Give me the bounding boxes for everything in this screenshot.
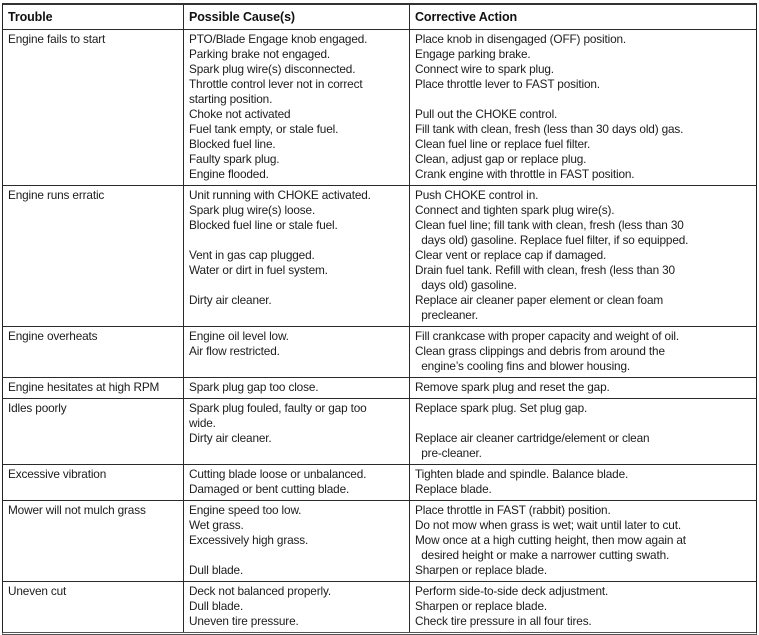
- actions-cell: [410, 378, 756, 398]
- actions-cell: [410, 186, 756, 326]
- actions-cell: [410, 582, 756, 632]
- cause-line: starting position.: [189, 92, 273, 106]
- cause-line: Dirty air cleaner.: [189, 431, 272, 445]
- table-row: [3, 464, 756, 500]
- trouble-label: Excessive vibration: [8, 467, 107, 481]
- table-row: [3, 377, 756, 398]
- action-line: Check tire pressure in all four tires.: [415, 614, 592, 628]
- column-header-trouble: Trouble: [3, 5, 184, 29]
- causes-cell: [184, 30, 410, 185]
- trouble-cell: [3, 501, 184, 581]
- cause-line: Unit running with CHOKE activated.: [189, 188, 371, 202]
- trouble-label: Engine runs erratic: [8, 188, 105, 202]
- trouble-label: Uneven cut: [8, 584, 67, 598]
- causes-cell: [184, 399, 410, 464]
- trouble-cell: [3, 30, 184, 185]
- actions-cell: [410, 327, 756, 377]
- cause-line: Parking brake not engaged.: [189, 47, 331, 61]
- cause-line: Choke not activated: [189, 107, 291, 121]
- table-row: [3, 326, 756, 377]
- cause-line: Damaged or bent cutting blade.: [189, 482, 350, 496]
- action-line: Fill crankcase with proper capacity and weight of oil.: [415, 329, 680, 343]
- cause-line: Dull blade.: [189, 599, 244, 613]
- trouble-label: Idles poorly: [8, 401, 67, 415]
- cause-line: Spark plug gap too close.: [189, 380, 319, 394]
- table-header-row: [3, 5, 756, 29]
- action-line: pre-cleaner.: [415, 446, 482, 460]
- cause-line: Water or dirt in fuel system.: [189, 263, 328, 277]
- action-line: Sharpen or replace blade.: [415, 563, 548, 577]
- action-line: Perform side-to-side deck adjustment.: [415, 584, 609, 598]
- cause-line: Air flow restricted.: [189, 344, 280, 358]
- action-line: Replace spark plug. Set plug gap.: [415, 401, 588, 415]
- action-line: Push CHOKE control in.: [415, 188, 539, 202]
- action-line: Clean fuel line or replace fuel filter.: [415, 137, 591, 151]
- action-line: Fill tank with clean, fresh (less than 30 days old) gas.: [415, 122, 684, 136]
- cause-line: Dull blade.: [189, 563, 244, 577]
- action-line: [415, 416, 753, 431]
- cause-line: Fuel tank empty, or stale fuel.: [189, 122, 339, 136]
- action-line: days old) gasoline.: [415, 278, 517, 292]
- table-body: [3, 29, 756, 632]
- action-line: desired height or make a narrower cutting swath.: [415, 548, 670, 562]
- action-line: Pull out the CHOKE control.: [415, 107, 558, 121]
- action-line: Crank engine with throttle in FAST position.: [415, 167, 635, 181]
- cause-line: Blocked fuel line or stale fuel.: [189, 218, 338, 232]
- action-line: Connect wire to spark plug.: [415, 62, 554, 76]
- column-header-possible-causes: Possible Cause(s): [184, 5, 410, 29]
- action-line: Engage parking brake.: [415, 47, 531, 61]
- cause-line: [189, 278, 406, 293]
- trouble-cell: [3, 582, 184, 632]
- trouble-label: Engine fails to start: [8, 32, 106, 46]
- cause-line: Blocked fuel line.: [189, 137, 276, 151]
- action-line: Place throttle in FAST (rabbit) position.: [415, 503, 611, 517]
- cause-line: Vent in gas cap plugged.: [189, 248, 315, 262]
- troubleshooting-table: [2, 3, 757, 635]
- cause-line: Faulty spark plug.: [189, 152, 280, 166]
- action-line: Clean fuel line; fill tank with clean, fresh (less than 30: [415, 218, 684, 232]
- action-line: Replace air cleaner paper element or clean foam: [415, 293, 664, 307]
- cause-line: Uneven tire pressure.: [189, 614, 299, 628]
- cause-line: Cutting blade loose or unbalanced.: [189, 467, 367, 481]
- cause-line: Engine oil level low.: [189, 329, 289, 343]
- cause-line: [189, 233, 406, 248]
- trouble-cell: [3, 327, 184, 377]
- action-line: Do not mow when grass is wet; wait until later to cut.: [415, 518, 681, 532]
- column-header-corrective-action: Corrective Action: [415, 10, 518, 24]
- cause-line: PTO/Blade Engage knob engaged.: [189, 32, 368, 46]
- cause-line: [189, 359, 406, 374]
- cause-line: Spark plug fouled, faulty or gap too: [189, 401, 367, 415]
- action-line: Replace blade.: [415, 482, 492, 496]
- action-line: Connect and tighten spark plug wire(s).: [415, 203, 615, 217]
- action-line: Clean, adjust gap or replace plug.: [415, 152, 587, 166]
- trouble-label: Engine overheats: [8, 329, 98, 343]
- trouble-cell: [3, 186, 184, 326]
- cause-line: Deck not balanced properly.: [189, 584, 331, 598]
- trouble-label: Mower will not mulch grass: [8, 503, 146, 517]
- cause-line: Spark plug wire(s) loose.: [189, 203, 316, 217]
- actions-cell: [410, 465, 756, 500]
- causes-cell: [184, 327, 410, 377]
- action-line: Tighten blade and spindle. Balance blade.: [415, 467, 629, 481]
- trouble-cell: [3, 399, 184, 464]
- table-row: [3, 500, 756, 581]
- cause-line: [189, 446, 406, 461]
- action-line: [415, 92, 753, 107]
- cause-line: Throttle control lever not in correct: [189, 77, 363, 91]
- cause-line: Excessively high grass.: [189, 533, 309, 547]
- action-line: Clear vent or replace cap if damaged.: [415, 248, 607, 262]
- action-line: Replace air cleaner cartridge/element or clean: [415, 431, 650, 445]
- action-line: days old) gasoline. Replace fuel filter, if so equipped.: [415, 233, 689, 247]
- table-row: [3, 185, 756, 326]
- action-line: Place throttle lever to FAST position.: [415, 77, 600, 91]
- action-line: Mow once at a high cutting height, then mow again at: [415, 533, 686, 547]
- causes-cell: [184, 501, 410, 581]
- action-line: precleaner.: [415, 308, 478, 322]
- action-line: Remove spark plug and reset the gap.: [415, 380, 610, 394]
- actions-cell: [410, 399, 756, 464]
- action-line: engine’s cooling fins and blower housing.: [415, 359, 631, 373]
- cause-line: Dirty air cleaner.: [189, 293, 272, 307]
- table-row: [3, 29, 756, 185]
- causes-cell: [184, 186, 410, 326]
- actions-cell: [410, 30, 756, 185]
- causes-cell: [184, 378, 410, 398]
- action-line: Drain fuel tank. Refill with clean, fresh (less than 30: [415, 263, 675, 277]
- action-line: Place knob in disengaged (OFF) position.: [415, 32, 627, 46]
- action-line: Sharpen or replace blade.: [415, 599, 548, 613]
- trouble-label: Engine hesitates at high RPM: [8, 380, 160, 394]
- cause-line: Engine speed too low.: [189, 503, 302, 517]
- table-row: [3, 398, 756, 464]
- cause-line: [189, 548, 406, 563]
- action-line: Clean grass clippings and debris from around the: [415, 344, 665, 358]
- cause-line: wide.: [189, 416, 216, 430]
- causes-cell: [184, 465, 410, 500]
- cause-line: Spark plug wire(s) disconnected.: [189, 62, 356, 76]
- causes-cell: [184, 582, 410, 632]
- table-row: [3, 581, 756, 632]
- trouble-cell: [3, 378, 184, 398]
- trouble-cell: [3, 465, 184, 500]
- cause-line: Wet grass.: [189, 518, 244, 532]
- actions-cell: [410, 501, 756, 581]
- cause-line: [189, 308, 406, 323]
- cause-line: Engine flooded.: [189, 167, 269, 181]
